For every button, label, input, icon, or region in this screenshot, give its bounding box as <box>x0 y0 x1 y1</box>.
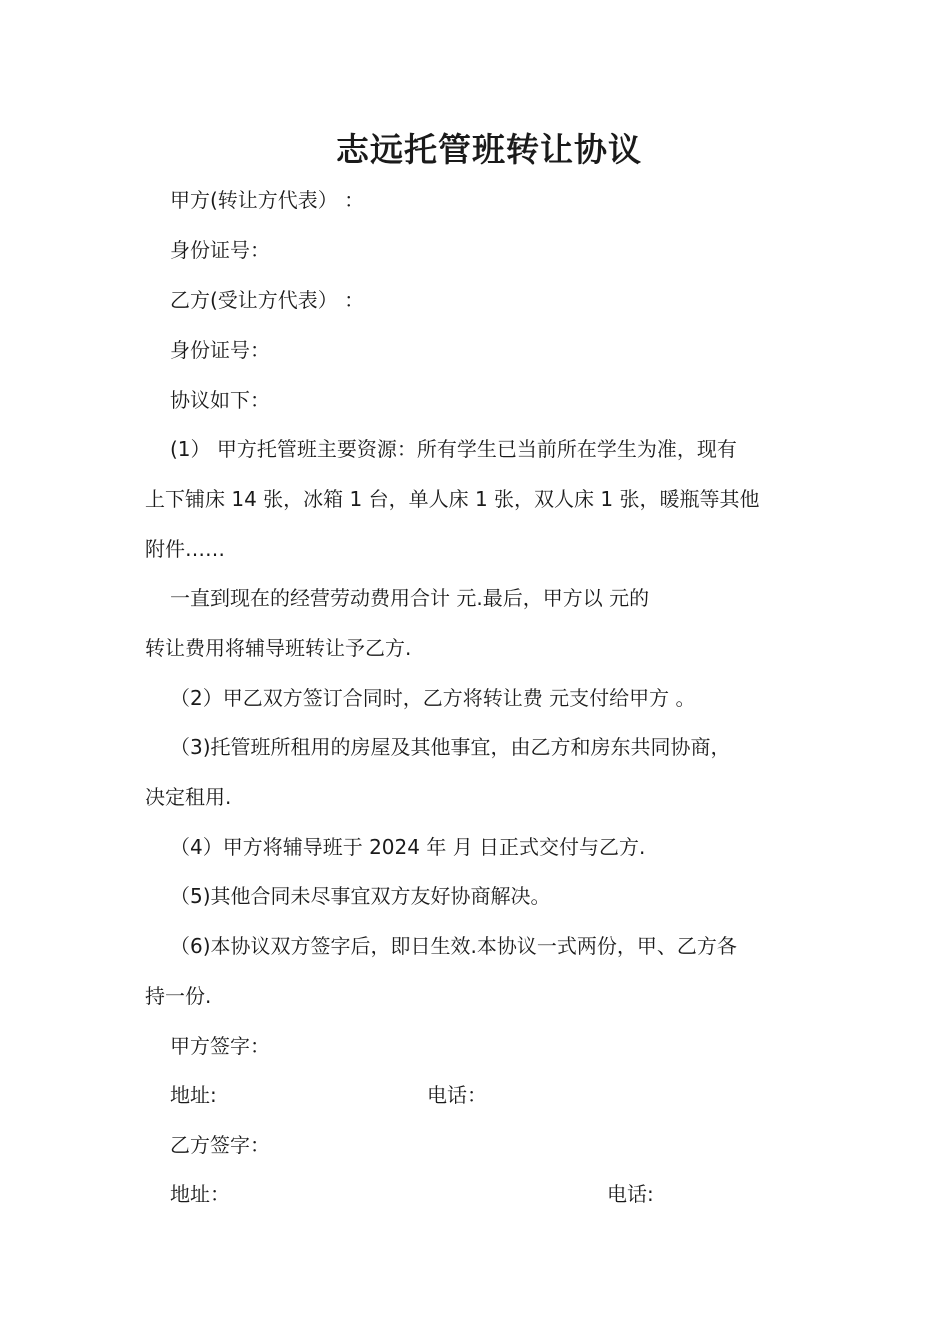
fee-line-2: 转让费用将辅导班转让予乙方. <box>145 636 412 660</box>
clause-3-line-2: 决定租用. <box>145 785 232 809</box>
party-b-address-label: 地址： <box>170 1182 230 1206</box>
clause-1-line-3: 附件…… <box>145 537 225 561</box>
document-title: 志远托管班转让协议 <box>336 130 642 169</box>
clause-1-line-1: (1） 甲方托管班主要资源：所有学生已当前所在学生为准，现有 <box>170 437 737 461</box>
party-b-line: 乙方(受让方代表） ： <box>170 288 365 312</box>
clause-6-line-2: 持一份. <box>145 984 212 1008</box>
party-b-signature-label: 乙方签字： <box>170 1133 270 1157</box>
party-b-id-line: 身份证号： <box>170 338 270 362</box>
party-a-id-line: 身份证号： <box>170 238 270 262</box>
clause-6-line-1: （6)本协议双方签字后，即日生效.本协议一式两份，甲、乙方各 <box>170 934 737 958</box>
party-a-line: 甲方(转让方代表） ： <box>170 188 365 212</box>
fee-line-1: 一直到现在的经营劳动费用合计 元.最后，甲方以 元的 <box>170 586 650 610</box>
agreement-intro: 协议如下： <box>170 388 270 412</box>
party-a-phone-label: 电话： <box>427 1083 487 1107</box>
clause-3-line-1: （3)托管班所租用的房屋及其他事宜，由乙方和房东共同协商， <box>170 735 731 759</box>
party-b-phone-label: 电话: <box>607 1182 654 1206</box>
party-a-address-label: 地址: <box>170 1083 217 1107</box>
clause-4: （4）甲方将辅导班于 2024 年 月 日正式交付与乙方. <box>170 835 646 859</box>
clause-5: （5)其他合同未尽事宜双方友好协商解决。 <box>170 884 551 908</box>
party-a-signature-label: 甲方签字： <box>170 1034 270 1058</box>
clause-2: （2）甲乙双方签订合同时，乙方将转让费 元支付给甲方 。 <box>170 686 696 710</box>
clause-1-line-2: 上下铺床 14 张，冰箱 1 台，单人床 1 张，双人床 1 张，暖瓶等其他 <box>145 487 760 511</box>
